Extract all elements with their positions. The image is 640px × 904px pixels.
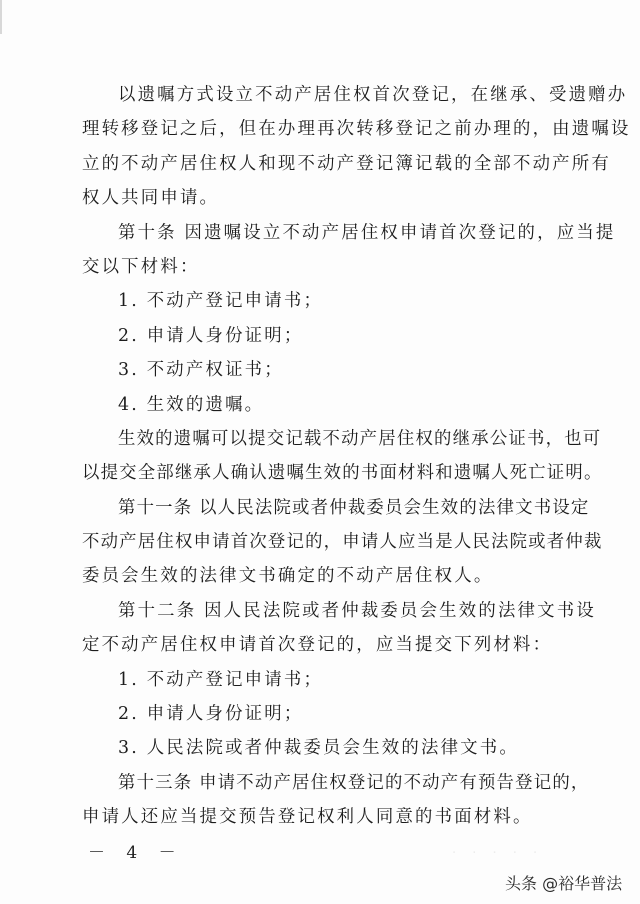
paragraph-line: 立的不动产居住权人和现不动产登记簿记载的全部不动产所有 <box>82 153 611 174</box>
paragraph-line: 生效的遗嘱可以提交记载不动产居住权的继承公证书，也可 <box>118 428 602 449</box>
scan-edge-mark <box>0 0 2 34</box>
paragraph-line: 不动产居住权申请首次登记的，申请人应当是人民法院或者仲裁 <box>82 532 603 553</box>
page-number: － 4 － <box>88 843 184 863</box>
paragraph-line: 交以下材料： <box>82 256 200 277</box>
paragraph-line: 定不动产居住权申请首次登记的，应当提交下列材料： <box>82 635 553 656</box>
paragraph-line: 以提交全部继承人确认遗嘱生效的书面材料和遗嘱人死亡证明。 <box>82 463 603 484</box>
list-item: 1. 不动产登记申请书； <box>118 291 324 312</box>
article-10-heading: 第十条 因遗嘱设立不动产居住权申请首次登记的，应当提 <box>118 222 616 243</box>
paragraph-line: 申请人还应当提交预告登记权利人同意的书面材料。 <box>82 807 533 828</box>
paragraph-line: 理转移登记之后，但在办理再次转移登记之前办理的，由遗嘱设 <box>82 119 631 140</box>
paragraph-line: 委员会生效的法律文书确定的不动产居住权人。 <box>82 566 494 587</box>
faint-watermark-mark: · · · · · <box>452 846 544 861</box>
list-item: 4. 生效的遗嘱。 <box>118 394 265 415</box>
paragraph-line: 权人共同申请。 <box>82 188 220 209</box>
article-11-heading: 第十一条 以人民法院或者仲裁委员会生效的法律文书设定 <box>118 497 590 518</box>
document-body <box>82 78 631 835</box>
list-item: 2. 申请人身份证明； <box>118 704 304 725</box>
list-item: 3. 人民法院或者仲裁委员会生效的法律文书。 <box>118 738 519 759</box>
list-item: 2. 申请人身份证明； <box>118 325 304 346</box>
list-item: 1. 不动产登记申请书； <box>118 669 324 690</box>
paragraph-line: 以遗嘱方式设立不动产居住权首次登记，在继承、受遗赠办 <box>118 85 628 105</box>
article-13-heading: 第十三条 申请不动产居住权登记的不动产有预告登记的， <box>118 772 590 793</box>
list-item: 3. 不动产权证书； <box>118 360 284 381</box>
article-12-heading: 第十二条 因人民法院或者仲裁委员会生效的法律文书设 <box>118 600 596 621</box>
source-watermark: 头条 @裕华普法 <box>505 873 623 893</box>
